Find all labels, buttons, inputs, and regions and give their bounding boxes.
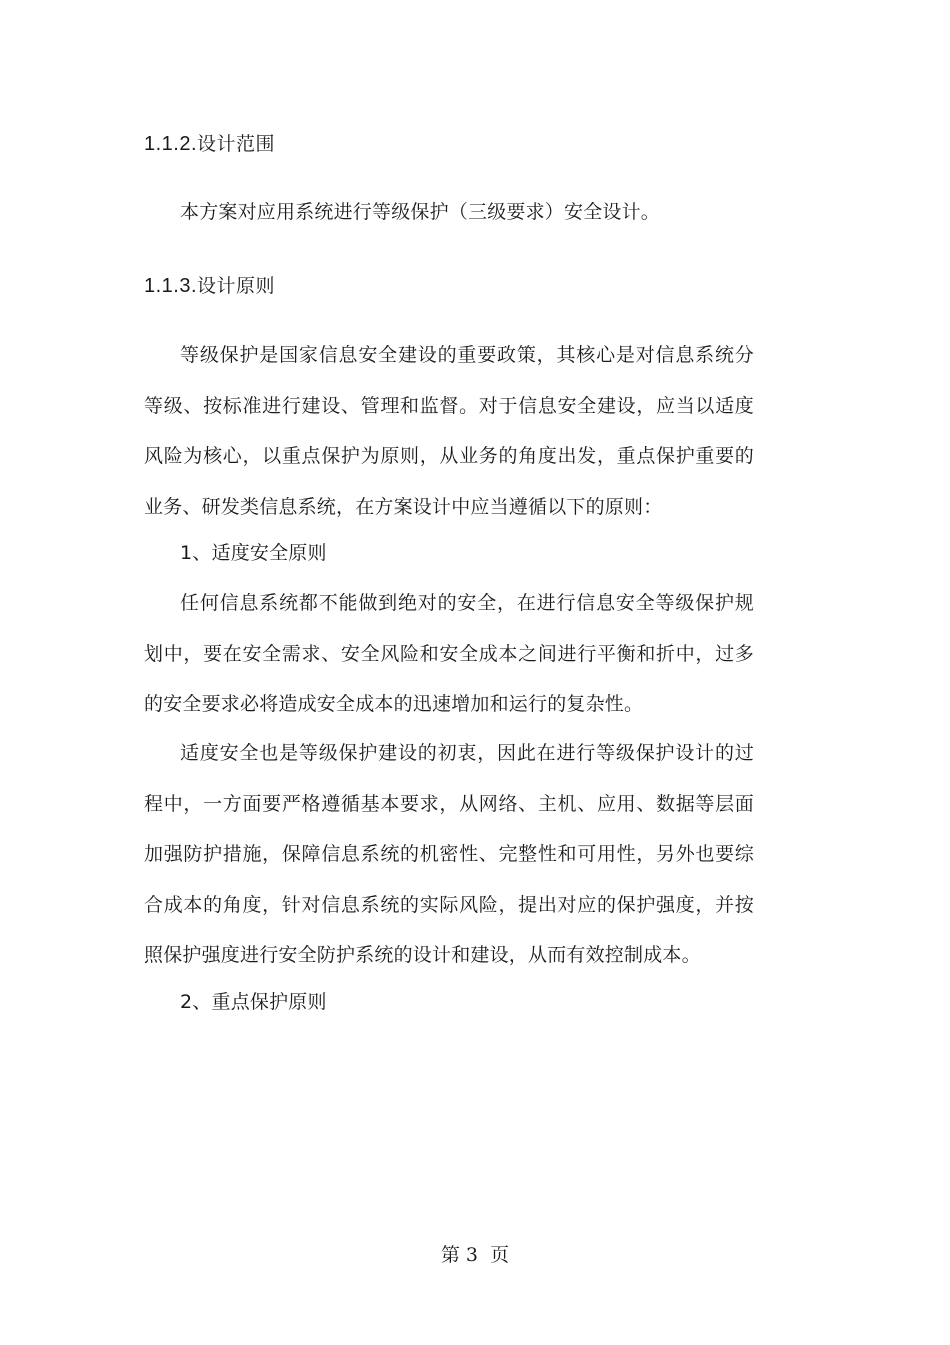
scope-paragraph: 本方案对应用系统进行等级保护（三级要求）安全设计。: [180, 201, 661, 223]
section-title: 设计原则: [197, 275, 276, 297]
section-heading-scope: [144, 132, 275, 156]
principle-1-title: 1、适度安全原则: [180, 542, 327, 564]
section-heading-principles: [144, 274, 275, 298]
page-number-footer: 第 3 页: [440, 1244, 510, 1266]
section-title: 设计范围: [197, 133, 276, 155]
principle-1-paragraph-1: 任何信息系统都不能做到绝对的安全，在进行信息安全等级保护规划中，要在安全需求、安全风险和安全成本之间进行平衡和折中，过多的安全要求必将造成安全成本的迅速增加和运行的复杂性。: [144, 592, 754, 715]
section-number: 1.1.2.: [144, 133, 198, 155]
section-number: 1.1.3.: [144, 275, 198, 297]
principles-intro-paragraph: 等级保护是国家信息安全建设的重要政策，其核心是对信息系统分等级、按标准进行建设、管理和监督。对于信息安全建设，应当以适度风险为核心，以重点保护为原则，从业务的角度出发，重点保护重要的业务、研发类信息系统，在方案设计中应当遵循以下的原则：: [144, 344, 754, 518]
principle-2-title: 2、重点保护原则: [180, 991, 327, 1013]
principle-1-paragraph-2: 适度安全也是等级保护建设的初衷，因此在进行等级保护设计的过程中，一方面要严格遵循基本要求，从网络、主机、应用、数据等层面加强防护措施，保障信息系统的机密性、完整性和可用性，另外也要综合成本的角度，针对信息系统的实际风险，提出对应的保护强度，并按照保护强度进行安全防护系统的设计和建设，从而有效控制成本。: [144, 742, 754, 966]
